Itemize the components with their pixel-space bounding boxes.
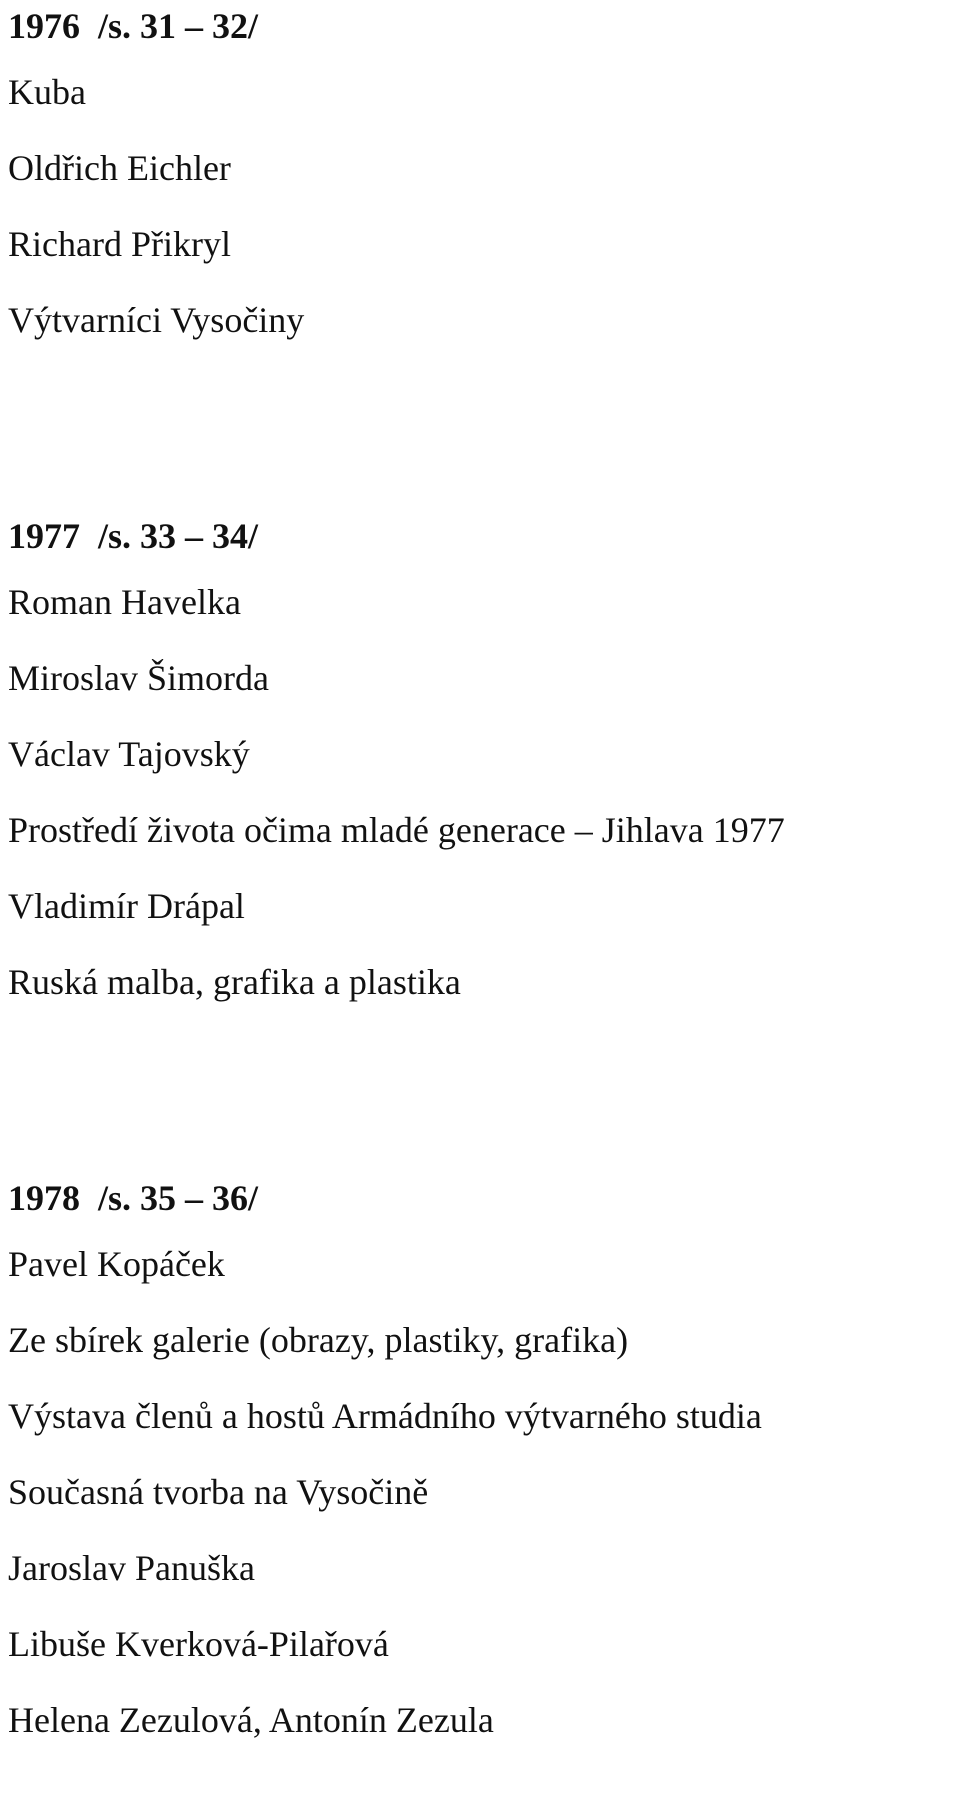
- section-heading: 1978 /s. 35 – 36/: [8, 1178, 259, 1218]
- list-item: Miroslav Šimorda: [8, 658, 269, 698]
- list-item: Kuba: [8, 72, 86, 112]
- list-item: Oldřich Eichler: [8, 148, 231, 188]
- list-item: Prostředí života očima mladé generace – Jihlava 1977: [8, 810, 785, 850]
- section-spacer: [8, 1020, 952, 1172]
- exhibition-list: [8, 54, 952, 358]
- exhibition-list: [8, 1226, 952, 1758]
- list-item: Ze sbírek galerie (obrazy, plastiky, grafika): [8, 1320, 629, 1360]
- document-page: [8, 0, 952, 1758]
- section-heading: 1977 /s. 33 – 34/: [8, 516, 259, 556]
- section-heading: 1976 /s. 31 – 32/: [8, 6, 259, 46]
- list-item: Richard Přikryl: [8, 224, 231, 264]
- list-item: Helena Zezulová, Antonín Zezula: [8, 1700, 494, 1740]
- list-item: Výtvarníci Vysočiny: [8, 300, 305, 340]
- list-item: Václav Tajovský: [8, 734, 250, 774]
- section-1976: [8, 0, 952, 358]
- exhibition-list: [8, 564, 952, 1020]
- list-item: Pavel Kopáček: [8, 1244, 225, 1284]
- list-item: Jaroslav Panuška: [8, 1548, 255, 1588]
- list-item: Současná tvorba na Vysočině: [8, 1472, 429, 1512]
- list-item: Roman Havelka: [8, 582, 241, 622]
- list-item: Libuše Kverková-Pilařová: [8, 1624, 389, 1664]
- section-1978: [8, 1160, 952, 1758]
- section-1977: [8, 498, 952, 1020]
- section-spacer: [8, 358, 952, 510]
- list-item: Ruská malba, grafika a plastika: [8, 962, 461, 1002]
- list-item: Vladimír Drápal: [8, 886, 245, 926]
- list-item: Výstava členů a hostů Armádního výtvarného studia: [8, 1396, 762, 1436]
